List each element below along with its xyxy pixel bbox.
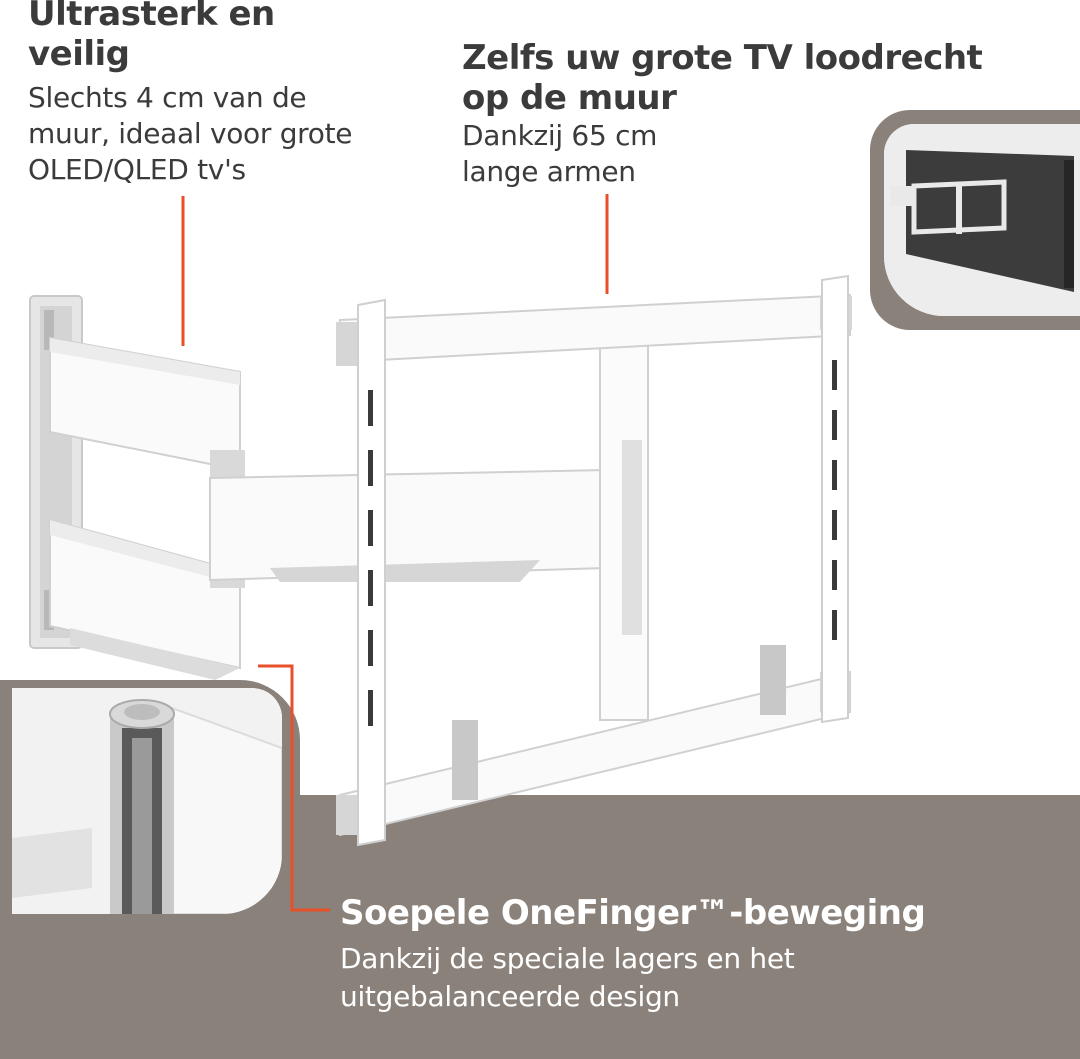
feature-strength-body-1: Slechts 4 cm van de	[28, 81, 307, 114]
feature-perpendicular-title-1: Zelfs uw grote TV loodrecht	[462, 38, 983, 78]
middle-arm	[210, 470, 605, 582]
top-rail	[336, 295, 852, 366]
right-vertical-bar	[822, 276, 848, 722]
feature-strength-title-2: veilig	[28, 34, 130, 74]
feature-strength-body-3: OLED/QLED tv's	[28, 153, 246, 186]
feature-perpendicular-body-1: Dankzij 65 cm	[462, 119, 658, 152]
feature-onefinger-body-2: uitgebalanceerde design	[340, 980, 680, 1013]
feature-strength	[28, 0, 408, 188]
feature-perpendicular-body-2: lange armen	[462, 155, 636, 188]
center-bracket	[600, 345, 648, 720]
feature-onefinger-body-1: Dankzij de speciale lagers en het	[340, 942, 795, 975]
bearing-closeup-inset	[12, 688, 282, 914]
feature-perpendicular-title-2: op de muur	[462, 78, 677, 118]
bearing-image	[12, 688, 282, 914]
feature-strength-body-2: muur, ideaal voor grote	[28, 117, 353, 150]
feature-onefinger-title: Soepele OneFinger™-beweging	[340, 893, 926, 933]
feature-onefinger	[340, 890, 1060, 1016]
feature-perpendicular	[462, 38, 1022, 190]
left-vertical-bar	[358, 300, 385, 845]
feature-strength-title-1: Ultrasterk en	[28, 0, 275, 34]
